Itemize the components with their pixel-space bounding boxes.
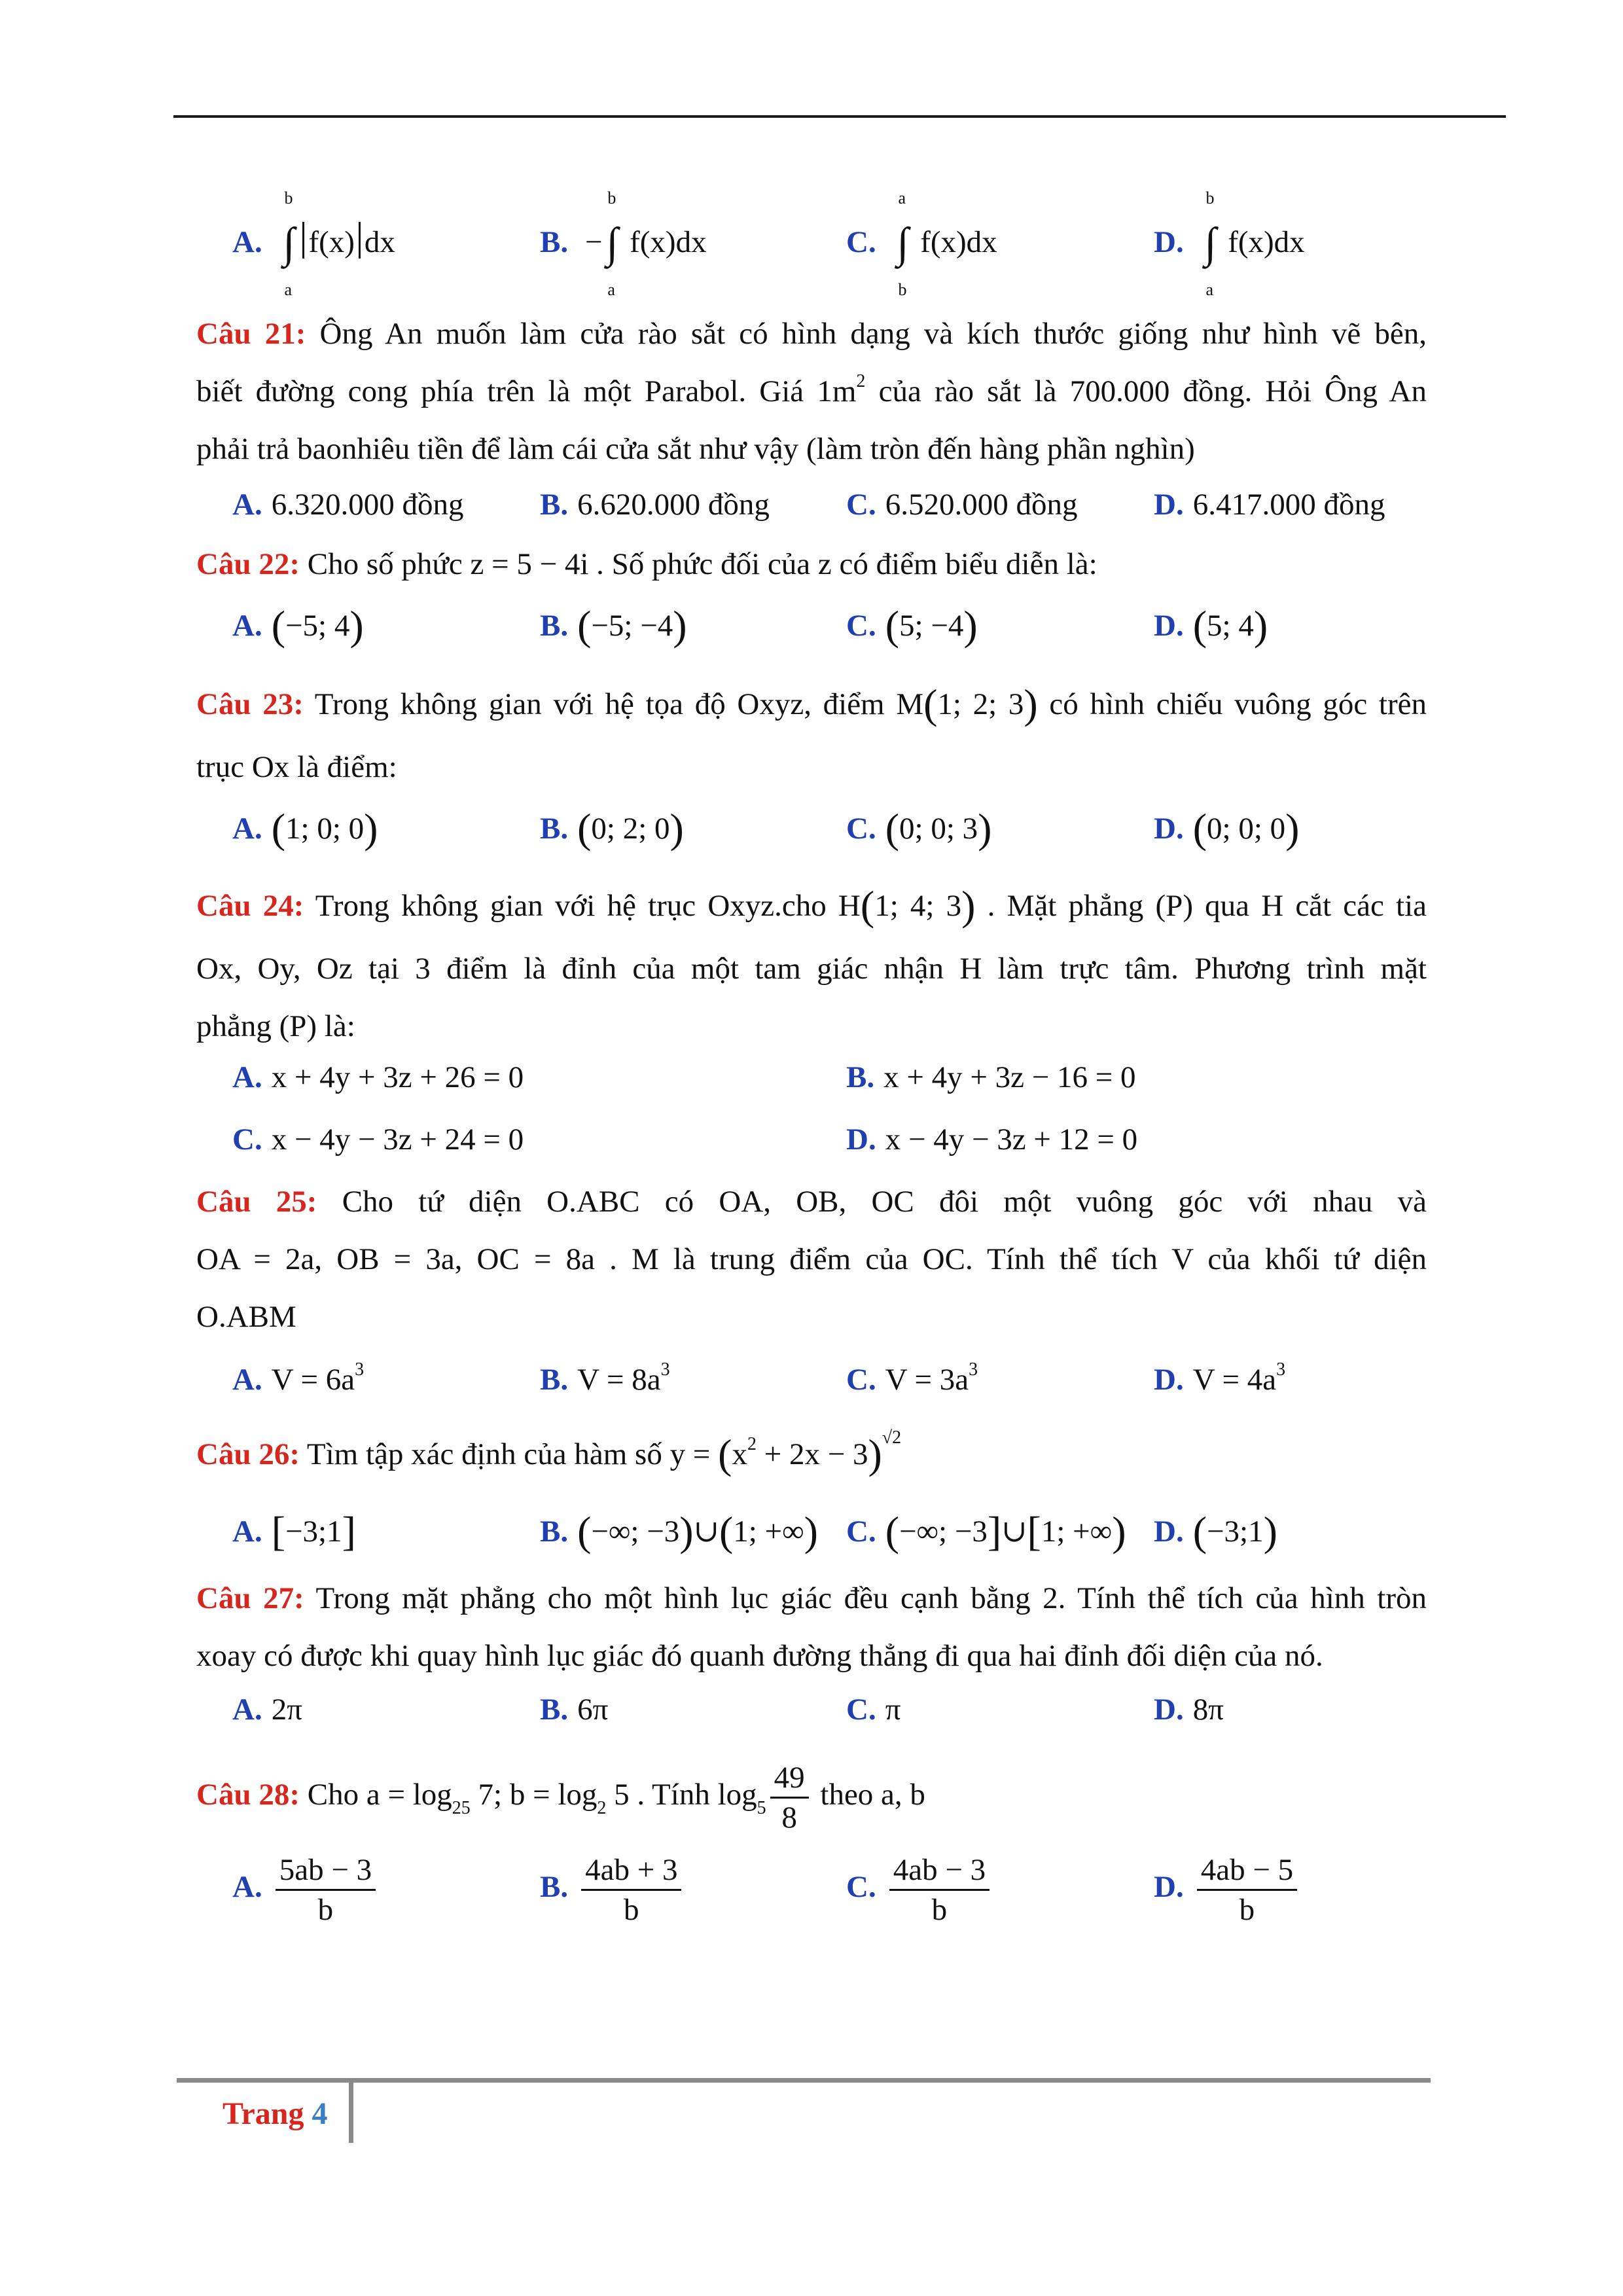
header-rule [173, 115, 1506, 118]
q22-option-c[interactable]: C. (5; −4) [846, 602, 978, 649]
q25-question: Câu 25: Cho tứ diện O.ABC có OA, OB, OC đôi một vuông góc với nhau và OA = 2a, OB = 3a, OC = 8a . M là trung điểm của OC. Tính thể tích V của khối tứ diện O.ABM [196, 1185, 1427, 1334]
q21-option-c[interactable]: C. 6.520.000 đồng [846, 488, 1078, 522]
q22-option-a[interactable]: A. (−5; 4) [232, 602, 364, 649]
q26-option-a[interactable]: A. [−3;1] [232, 1508, 356, 1554]
q24-option-b[interactable]: B. x + 4y + 3z − 16 = 0 [846, 1060, 1136, 1094]
q20-option-a[interactable]: A. b ∫ a f(x) dx [232, 188, 395, 299]
q27-option-d[interactable]: D. 8π [1154, 1693, 1224, 1727]
q23-option-b[interactable]: B. (0; 2; 0) [540, 805, 684, 852]
q26-option-c[interactable]: C. (−∞; −3]∪[1; +∞) [846, 1508, 1126, 1554]
integral-sign: b ∫ a [606, 188, 618, 299]
q28-option-b[interactable]: B. $\frac{4ab + 3}{b}$ [540, 1851, 685, 1929]
q20-option-b[interactable]: B. − b ∫ a f(x)dx [540, 188, 707, 299]
q27-option-c[interactable]: C. π [846, 1693, 901, 1727]
q26-option-d[interactable]: D. (−3;1) [1154, 1508, 1277, 1554]
q24-option-d[interactable]: D. x − 4y − 3z + 12 = 0 [846, 1122, 1138, 1157]
q25-option-c[interactable]: C. $V = 3a^3$ [846, 1359, 978, 1397]
q21-option-a[interactable]: A. 6.320.000 đồng [232, 488, 464, 522]
q27-question: Câu 27: Trong mặt phẳng cho một hình lục giác đều cạnh bằng 2. Tính thể tích của hình tròn xoay có được khi quay hình lục giác đó quanh đường thẳng đi qua hai đỉnh đối diện của nó. [196, 1581, 1427, 1673]
integral-sign: a ∫ b [897, 188, 909, 299]
q24-option-a[interactable]: A. x + 4y + 3z + 26 = 0 [232, 1060, 524, 1094]
integral-sign: b ∫ a [1204, 188, 1217, 299]
q25-option-d[interactable]: D. $V = 4a^3$ [1154, 1359, 1286, 1397]
q25-option-a[interactable]: A. $V = 6a^3$ [232, 1359, 365, 1397]
fraction: $\frac{49}{8}$ [770, 1759, 809, 1837]
q22-option-d[interactable]: D. (5; 4) [1154, 602, 1268, 649]
q28-question: Câu 28: Cho $a = \log_{25} 7$; $b = \log_2 5$ . Tính $\log_5$ $\frac{49}{8}$ theo a, b [196, 1755, 1427, 1837]
page-number: Trang 4 [223, 2096, 328, 2131]
q21-option-b[interactable]: B. 6.620.000 đồng [540, 488, 770, 522]
q28-option-d[interactable]: D. $\frac{4ab - 5}{b}$ [1154, 1851, 1301, 1929]
integral-sign: b ∫ a [283, 188, 295, 299]
q20-option-d[interactable]: D. b ∫ a f(x)dx [1154, 188, 1305, 299]
q26-question: Câu 26: Tìm tập xác định của hàm số $y = (x^2 + 2x - 3)^{√2}$ [196, 1427, 902, 1477]
q23-question: Câu 23: Trong không gian với hệ tọa độ Oxyz, điểm M(1; 2; 3) có hình chiếu vuông góc trên trục Ox là điểm: [196, 681, 1427, 784]
q21-option-d[interactable]: D. 6.417.000 đồng [1154, 488, 1385, 522]
footer-rule [177, 2078, 1431, 2083]
q21-question: Câu 21: Ông An muốn làm cửa rào sắt có hình dạng và kích thước giống như hình vẽ bên, biết đường cong phía trên là một Parabol. Giá $1m^2$ của rào sắt là 700.000 đồng. Hỏi Ông An phải trả baonhiêu tiền để làm cái cửa sắt như vậy (làm tròn đến hàng phần nghìn) [196, 317, 1427, 466]
q24-option-c[interactable]: C. x − 4y − 3z + 24 = 0 [232, 1122, 524, 1157]
footer-divider [349, 2083, 353, 2143]
q22-option-b[interactable]: B. (−5; −4) [540, 602, 687, 649]
q23-option-d[interactable]: D. (0; 0; 0) [1154, 805, 1300, 852]
q25-option-b[interactable]: B. $V = 8a^3$ [540, 1359, 670, 1397]
q28-option-c[interactable]: C. $\frac{4ab - 3}{b}$ [846, 1851, 993, 1929]
q24-question: Câu 24: Trong không gian với hệ trục Oxyz.cho H(1; 4; 3) . Mặt phẳng (P) qua H cắt các tia Ox, Oy, Oz tại 3 điểm là đỉnh của một tam giác nhận H làm trực tâm. Phương trình mặt phẳng (P) là: [196, 882, 1427, 1043]
q22-question: Câu 22: Cho số phức z = 5 − 4i . Số phức đối của z có điểm biểu diễn là: [196, 547, 1097, 581]
q27-option-a[interactable]: A. 2π [232, 1693, 302, 1727]
q20-option-c[interactable]: C. a ∫ b f(x)dx [846, 188, 997, 299]
q23-option-c[interactable]: C. (0; 0; 3) [846, 805, 992, 852]
q27-option-b[interactable]: B. 6π [540, 1693, 609, 1727]
q26-option-b[interactable]: B. (−∞; −3)∪(1; +∞) [540, 1508, 818, 1554]
q23-option-a[interactable]: A. (1; 0; 0) [232, 805, 378, 852]
q28-option-a[interactable]: A. $\frac{5ab - 3}{b}$ [232, 1851, 380, 1929]
